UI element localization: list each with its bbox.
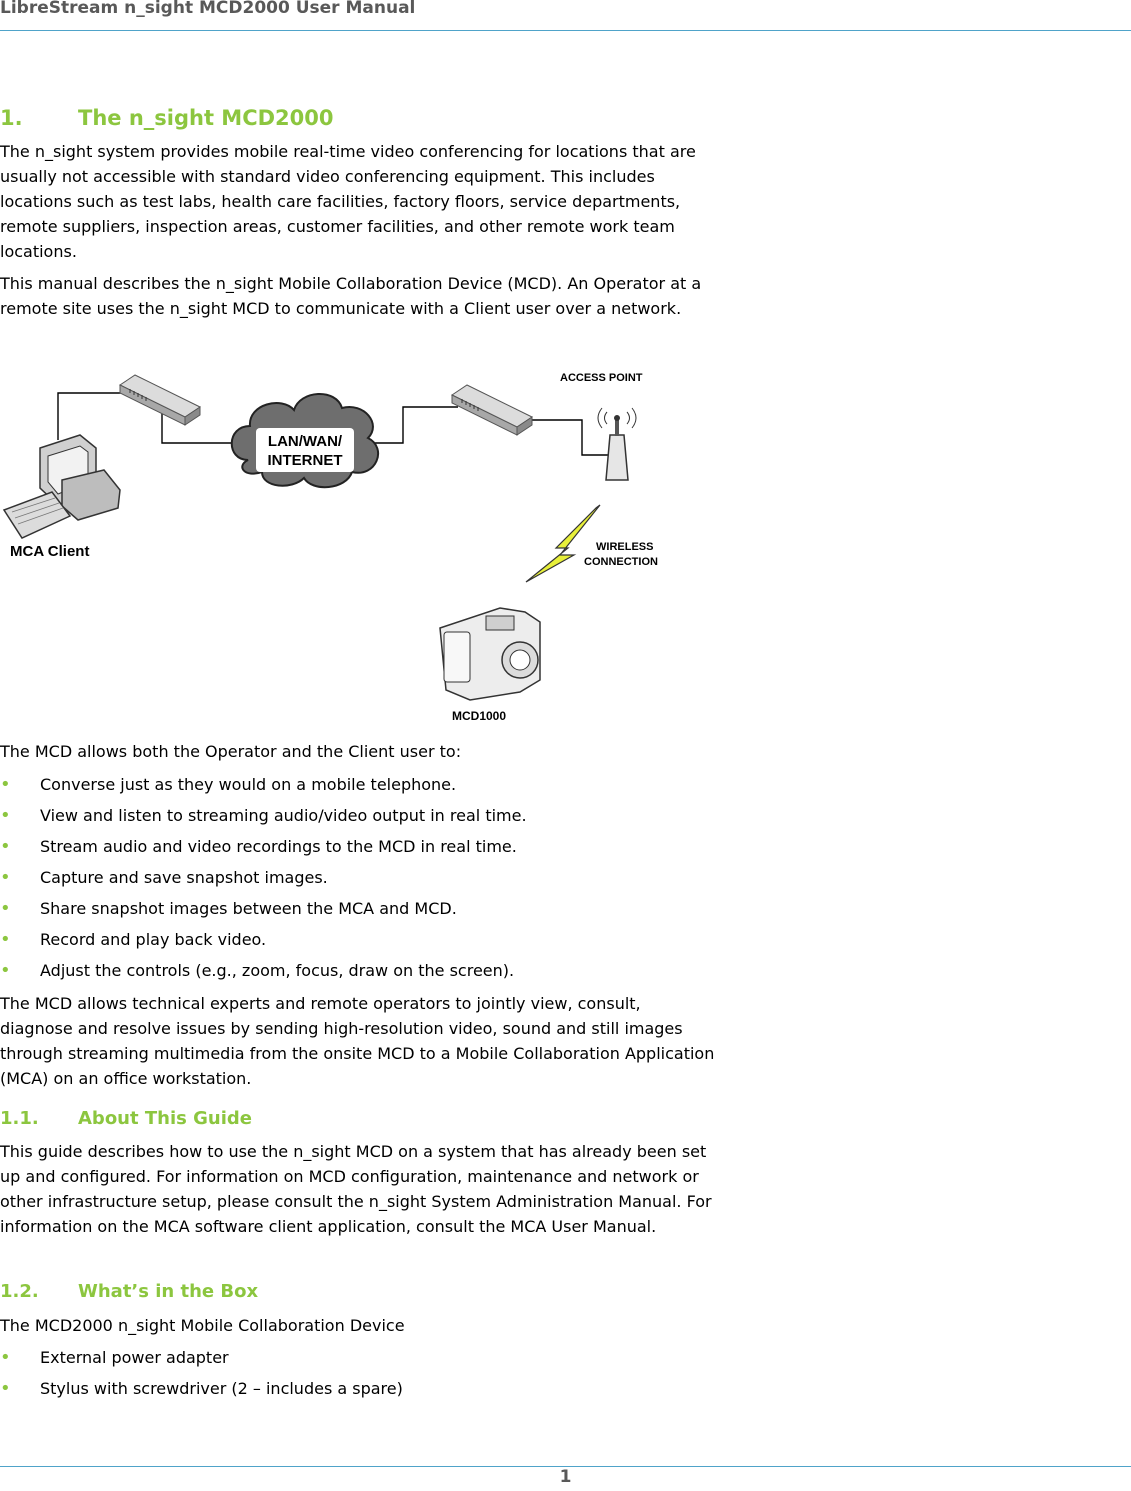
- header-title: LibreStream n_sight MCD2000 User Manual: [0, 0, 416, 18]
- section-1-1-heading: [0, 1108, 252, 1129]
- list-item: • View and listen to streaming audio/video output in real time.: [0, 805, 527, 826]
- bullet-icon: •: [0, 774, 11, 795]
- bullet-icon: •: [0, 836, 11, 857]
- list-item: • Record and play back video.: [0, 929, 267, 950]
- wireless-label-line-2: CONNECTION: [584, 556, 658, 568]
- cloud-label-line-1: LAN/WAN/: [267, 433, 343, 450]
- bullet-icon: •: [0, 929, 11, 950]
- camera-device-icon: [440, 608, 540, 700]
- computer-icon: [4, 435, 120, 538]
- running-footer: [0, 1466, 1131, 1491]
- bullet-icon: •: [0, 1347, 11, 1368]
- list-item: • External power adapter: [0, 1347, 229, 1368]
- bullet-icon: •: [0, 898, 11, 919]
- section-1-para-2: This manual describes the n_sight Mobile Collaboration Device (MCD). An Operator at a remote site uses the n_sight MCD to communicate with a Client user over a network.: [0, 274, 702, 318]
- wireless-label-line-1: WIRELESS: [596, 541, 654, 553]
- list-item: • Converse just as they would on a mobile telephone.: [0, 774, 457, 795]
- section-1-2-intro: The MCD2000 n_sight Mobile Collaboration Device: [0, 1316, 405, 1335]
- mca-client-label: MCA Client: [10, 543, 90, 560]
- bullet-icon: •: [0, 1378, 11, 1399]
- section-1-title: The n_sight MCD2000: [78, 106, 334, 130]
- capability-list: [0, 772, 715, 989]
- section-1-heading: [0, 106, 334, 130]
- mcd-device-label: MCD1000: [452, 709, 507, 723]
- running-header: [0, 0, 1131, 31]
- page-number: 1: [559, 1467, 572, 1487]
- list-item: • Stylus with screwdriver (2 – includes a spare): [0, 1378, 403, 1399]
- list-item: • Adjust the controls (e.g., zoom, focus, draw on the screen).: [0, 960, 515, 981]
- section-1-1-para: This guide describes how to use the n_sight MCD on a system that has already been set up and configured. For information on MCD configuration, maintenance and network or other infrastructure setup, please consult the n_sight System Administration Manual. For information on the MCA software client application, consult the MCA User Manual.: [0, 1142, 712, 1236]
- network-diagram: [0, 360, 662, 728]
- allows-summary: The MCD allows technical experts and remote operators to jointly view, consult, diagnose and resolve issues by sending high-resolution video, sound and still images through streaming multimedia from the onsite MCD to a Mobile Collaboration Application (MCA) on an office workstation.: [0, 994, 715, 1088]
- section-1-number: 1.: [0, 106, 23, 130]
- box-contents-list: [0, 1345, 715, 1407]
- access-point-icon: [598, 408, 636, 480]
- section-1-2-title: What’s in the Box: [78, 1281, 259, 1302]
- network-switch-icon: [452, 385, 532, 435]
- bullet-icon: •: [0, 805, 11, 826]
- wireless-bolt-icon: [526, 505, 600, 582]
- bullet-icon: •: [0, 960, 11, 981]
- list-item: • Stream audio and video recordings to the MCD in real time.: [0, 836, 517, 857]
- section-1-2-heading: [0, 1281, 258, 1302]
- access-point-label: ACCESS POINT: [560, 372, 643, 384]
- allows-intro: The MCD allows both the Operator and the Client user to:: [0, 742, 462, 761]
- list-item: • Capture and save snapshot images.: [0, 867, 328, 888]
- list-item: • Share snapshot images between the MCA and MCD.: [0, 898, 457, 919]
- section-1-1-number: 1.1.: [0, 1108, 39, 1129]
- section-1-1-title: About This Guide: [78, 1108, 252, 1129]
- network-switch-icon: [120, 375, 200, 425]
- section-1-2-number: 1.2.: [0, 1281, 39, 1302]
- cloud-label-line-2: INTERNET: [267, 452, 343, 469]
- bullet-icon: •: [0, 867, 11, 888]
- section-1-para-1: The n_sight system provides mobile real-time video conferencing for locations that are usually not accessible with standard video conferencing equipment. This includes locations such as test labs, health care facilities, factory floors, service departments, remote suppliers, inspection areas, customer facilities, and other remote work team locations.: [0, 142, 696, 261]
